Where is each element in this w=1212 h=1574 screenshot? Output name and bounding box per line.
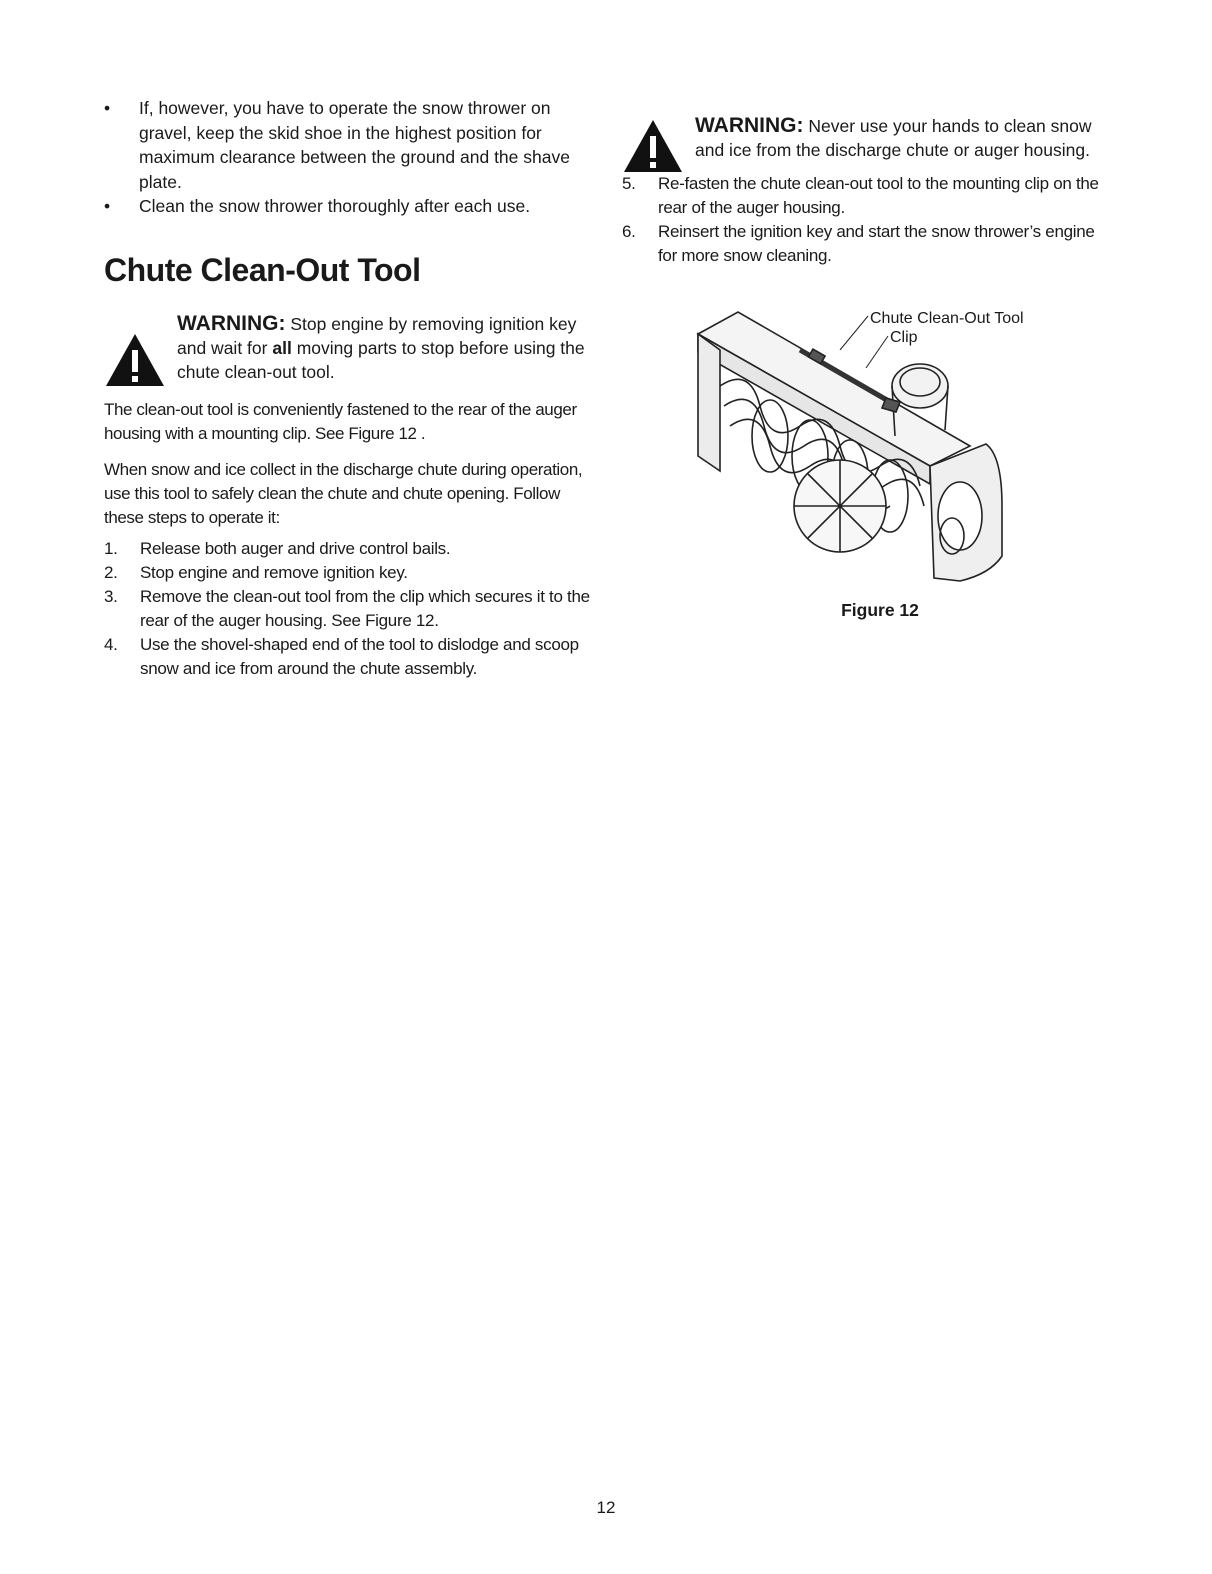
warning-triangle-icon (104, 332, 166, 388)
step-text: Release both auger and drive control bails. (140, 538, 451, 558)
warning-text: Never use your hands to clean snow and ice from the discharge chute or auger housing. (695, 116, 1092, 160)
right-column (622, 114, 1102, 268)
warning-label: WARNING: (177, 311, 286, 335)
bullet-item: • Clean the snow thrower thoroughly after each use. (104, 194, 594, 219)
step-text: Reinsert the ignition key and start the snow thrower’s engine for more snow cleaning. (658, 222, 1095, 265)
paragraph: The clean-out tool is conveniently fastened to the rear of the auger housing with a mounting clip. See Figure 12 . (104, 399, 577, 443)
step-list (104, 537, 594, 681)
callout-clip: Clip (890, 329, 918, 346)
warning-block (104, 312, 594, 384)
step-number: 5. (622, 174, 636, 193)
left-column (104, 96, 594, 681)
step-item (104, 585, 594, 633)
step-number: 2. (104, 562, 118, 582)
step-text: Re-fasten the chute clean-out tool to the mounting clip on the rear of the auger housing. (658, 174, 1099, 217)
auger-housing-illustration (690, 306, 1070, 596)
warning-label: WARNING: (695, 114, 804, 137)
warning-block (622, 114, 1102, 162)
step-item (104, 537, 594, 561)
bullet-item: • If, however, you have to operate the snow thrower on gravel, keep the skid shoe in the highest position for maximum clearance between the ground and the shave plate. (104, 96, 594, 194)
step-item (622, 220, 1102, 268)
bullet-list (104, 96, 594, 219)
warning-text: moving parts to stop before using the chute clean-out tool. (177, 337, 585, 382)
step-text: Remove the clean-out tool from the clip which secures it to the rear of the auger housing. See Figure 12. (140, 586, 590, 630)
figure-caption: Figure 12 (841, 600, 919, 620)
step-number: 1. (104, 538, 118, 558)
step-text: Stop engine and remove ignition key. (140, 562, 408, 582)
warning-text: Stop engine by removing ignition key and wait for (177, 313, 577, 358)
step-number: 3. (104, 586, 118, 606)
warning-triangle-icon (622, 118, 684, 174)
section-heading: Chute Clean-Out Tool (104, 251, 421, 288)
step-item (104, 633, 594, 681)
paragraph: When snow and ice collect in the discharge chute during operation, use this tool to safely clean the chute and chute opening. Follow these steps to operate it: (104, 459, 583, 527)
warning-emphasis: all (272, 337, 292, 358)
step-item (104, 561, 594, 585)
step-number: 6. (622, 222, 636, 241)
page-number: 12 (596, 1498, 616, 1517)
callout-chute-clean-out-tool: Chute Clean-Out Tool (870, 310, 1024, 327)
step-list (622, 172, 1102, 268)
step-text: Use the shovel-shaped end of the tool to dislodge and scoop snow and ice from around the chute assembly. (140, 634, 579, 678)
figure-12 (690, 306, 1070, 636)
step-number: 4. (104, 634, 118, 654)
step-item (622, 172, 1102, 220)
